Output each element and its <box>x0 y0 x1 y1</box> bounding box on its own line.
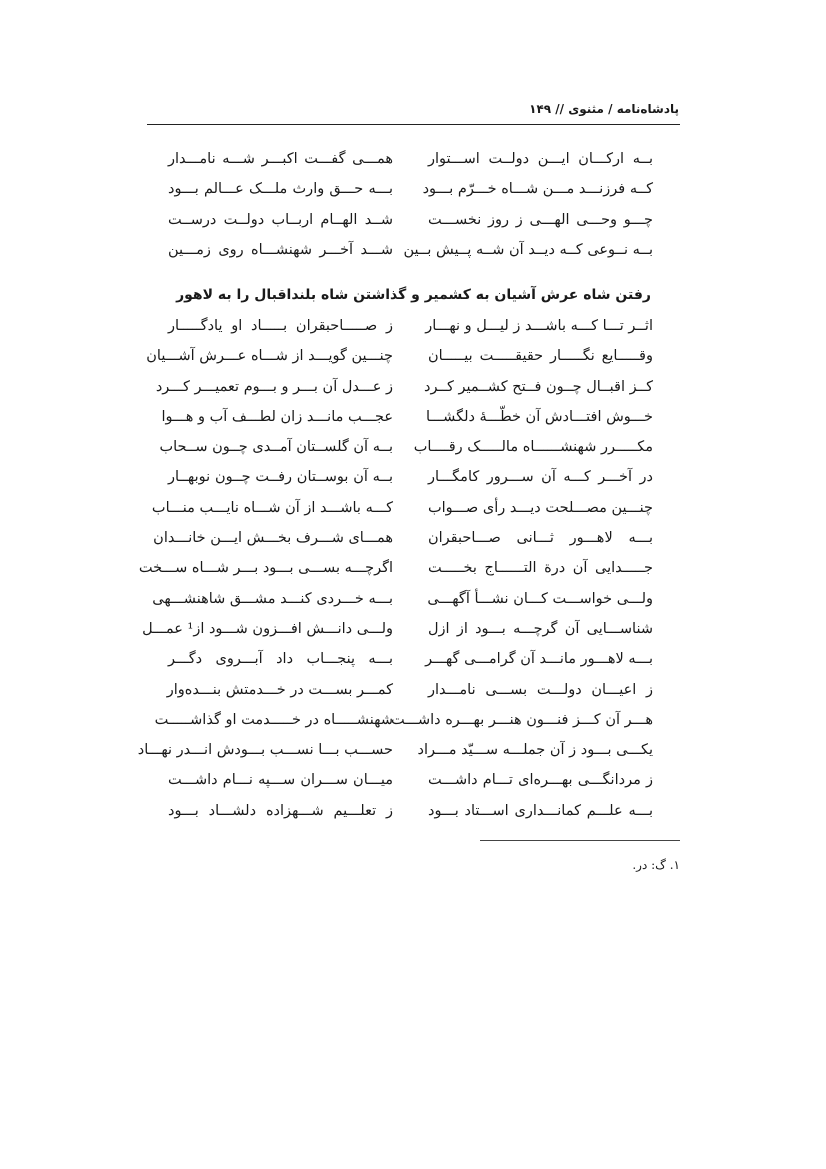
hemistich-first: مکـــــرر شهنشــــــاه مالـــــک رقــــاب <box>413 439 653 456</box>
hemistich-first: بـــه علـــم کمانـــداری اســـتاد بـــود <box>428 802 653 819</box>
verse-row <box>147 466 680 496</box>
hemistich-gap <box>393 239 428 269</box>
hemistich-gap <box>393 709 428 739</box>
running-head: پادشاه‌نامه / مثنوی // ۱۴۹ <box>529 102 679 116</box>
hemistich-first: چـــو وحـــی الهـــی ز روز نخســـت <box>428 211 653 228</box>
hemistich-second: شــد الهــام اربــاب دولــت درســت <box>168 211 393 228</box>
hemistich-gap <box>393 406 428 436</box>
hemistich-second: بــه آن بوســتان رفــت چــون نوبهــار <box>168 469 393 486</box>
hemistich-first: وقـــــایع نگـــــار حقیقـــــت بیـــــان <box>428 348 653 365</box>
verse-row <box>147 345 680 375</box>
hemistich-second: بــه آن گلســتان آمــدی چــون ســحاب <box>159 439 393 456</box>
hemistich-second: اگرچـــه بســـی بـــود بـــر شـــاه ســـخت <box>138 560 393 577</box>
hemistich-second: همـــای شـــرف بخـــش ایـــن خانـــدان <box>153 530 393 547</box>
hemistich-second: کمـــر بســـت در خـــدمتش بنـــده‌وار <box>166 681 393 698</box>
hemistich-second: چنـــین گویـــد از شـــاه عـــرش آشـــیان <box>146 348 393 365</box>
verse-block-main <box>137 315 680 830</box>
hemistich-gap <box>393 436 428 466</box>
hemistich-gap <box>393 376 428 406</box>
hemistich-first: هـــر آن کـــز فنـــون هنـــر بهـــره داشـــت <box>390 711 653 728</box>
hemistich-gap <box>393 618 428 648</box>
verse-row <box>142 618 680 648</box>
verse-row <box>147 800 680 830</box>
footnote: ۱. گ: در. <box>632 858 680 872</box>
hemistich-first: بــه ارکـــان ایـــن دولــت اســـتوار <box>428 151 653 167</box>
verse-row <box>147 679 680 709</box>
hemistich-first: در آخـــر کـــه آن ســـرور کامگـــار <box>428 469 653 486</box>
verse-row <box>147 436 680 466</box>
hemistich-gap <box>393 209 428 239</box>
hemistich-gap <box>393 648 428 678</box>
verse-row <box>147 376 680 406</box>
header-rule <box>147 124 680 125</box>
section-title: رفتن شاه عرش آشیان به کشمیر و گذاشتن شاه بلنداقبال را به لاهور <box>176 287 651 303</box>
verse-row <box>147 406 680 436</box>
hemistich-first: کــه فرزنـــد مـــن شـــاه خـــرّم بـــود <box>422 181 653 198</box>
hemistich-first: جـــــدایی آن درة التــــــاج بخـــــت <box>428 560 653 577</box>
hemistich-first: اثــر تـــا کـــه باشـــد ز لیـــل و نهـــار <box>425 318 653 334</box>
hemistich-second: شهنشـــــاه در خـــــدمت او گذاشـــــت <box>154 711 393 728</box>
hemistich-second: بـــه خـــردی کنـــد مشـــق شاهنشـــهی <box>152 590 393 607</box>
hemistich-second: کـــه باشـــد از آن شـــاه نایـــب منـــاب <box>151 499 393 516</box>
hemistich-first: خـــوش افتـــادش آن خطّـــهٔ دلگشـــا <box>425 408 653 425</box>
verse-row <box>147 239 680 269</box>
hemistich-second: شـــد آخـــر شهنشـــاه روی زمـــین <box>168 241 393 258</box>
hemistich-second: میـــان ســـران ســـپه نـــام داشـــت <box>168 772 393 789</box>
hemistich-gap <box>393 739 428 769</box>
hemistich-first: ز مردانگـــی بهـــره‌ای تـــام داشـــت <box>428 772 653 789</box>
hemistich-second: حســـب بـــا نســـب بـــودش انـــدر نهـــاد <box>137 742 393 759</box>
hemistich-first: بــه نــوعی کــه دیــد آن شــه پــیش بــین <box>403 241 653 258</box>
hemistich-second: بـــه پنجـــاب داد آبـــروی دگـــر <box>168 651 393 668</box>
hemistich-second: ولـــی دانـــش افـــزون شـــود از¹ عمـــل <box>142 620 393 637</box>
hemistich-first: ولـــی خواســـت کـــان نشـــأ آگهـــی <box>427 590 653 607</box>
hemistich-first: ز اعیـــان دولـــت بســـی نامـــدار <box>428 681 653 698</box>
verse-row <box>147 209 680 239</box>
hemistich-first: شناســـایی آن گرچـــه بـــود از ازل <box>428 620 653 637</box>
hemistich-first: یکـــی بـــود ز آن جملـــه ســـیّد مـــراد <box>417 742 653 759</box>
hemistich-gap <box>393 148 428 178</box>
hemistich-first: کــز اقبــال چــون فــتح کشــمیر کــرد <box>424 378 653 395</box>
hemistich-gap <box>393 178 428 208</box>
hemistich-first: بـــه لاهـــور مانـــد آن گرامـــی گهـــر <box>425 651 653 668</box>
hemistich-second: ز عـــدل آن بـــر و بـــوم تعمیـــر کـــرد <box>155 378 393 395</box>
hemistich-gap <box>393 800 428 830</box>
verse-row <box>147 648 680 678</box>
footnote-rule <box>480 840 680 841</box>
hemistich-gap <box>393 466 428 496</box>
verse-block-top <box>147 148 680 269</box>
verse-row <box>147 315 680 345</box>
verse-row <box>147 709 680 739</box>
hemistich-gap <box>393 769 428 799</box>
verse-row <box>147 588 680 618</box>
verse-row <box>147 769 680 799</box>
verse-row <box>147 148 680 178</box>
hemistich-gap <box>393 315 428 345</box>
verse-row <box>138 557 680 587</box>
verse-row <box>147 527 680 557</box>
hemistich-gap <box>393 557 428 587</box>
hemistich-first: بـــه لاهـــور ثـــانی صـــاحبقران <box>428 530 653 547</box>
hemistich-gap <box>393 497 428 527</box>
hemistich-gap <box>393 345 428 375</box>
hemistich-gap <box>393 679 428 709</box>
hemistich-second: بـــه حـــق وارث ملـــک عـــالم بـــود <box>168 181 393 198</box>
verse-row <box>147 178 680 208</box>
hemistich-second: ز صـــــاحبقران بـــــاد او یادگـــــار <box>168 318 393 334</box>
hemistich-first: چنـــین مصـــلحت دیـــد رأی صـــواب <box>428 499 653 516</box>
hemistich-second: ز تعلـــیم شـــهزاده دلشـــاد بـــود <box>168 802 393 819</box>
hemistich-gap <box>393 527 428 557</box>
verse-row <box>147 497 680 527</box>
hemistich-second: همـــی گفـــت اکبـــر شـــه نامـــدار <box>168 151 393 167</box>
hemistich-gap <box>393 588 428 618</box>
verse-row <box>137 739 680 769</box>
hemistich-second: عجـــب مانـــد زان لطـــف آب و هـــوا <box>161 408 393 425</box>
